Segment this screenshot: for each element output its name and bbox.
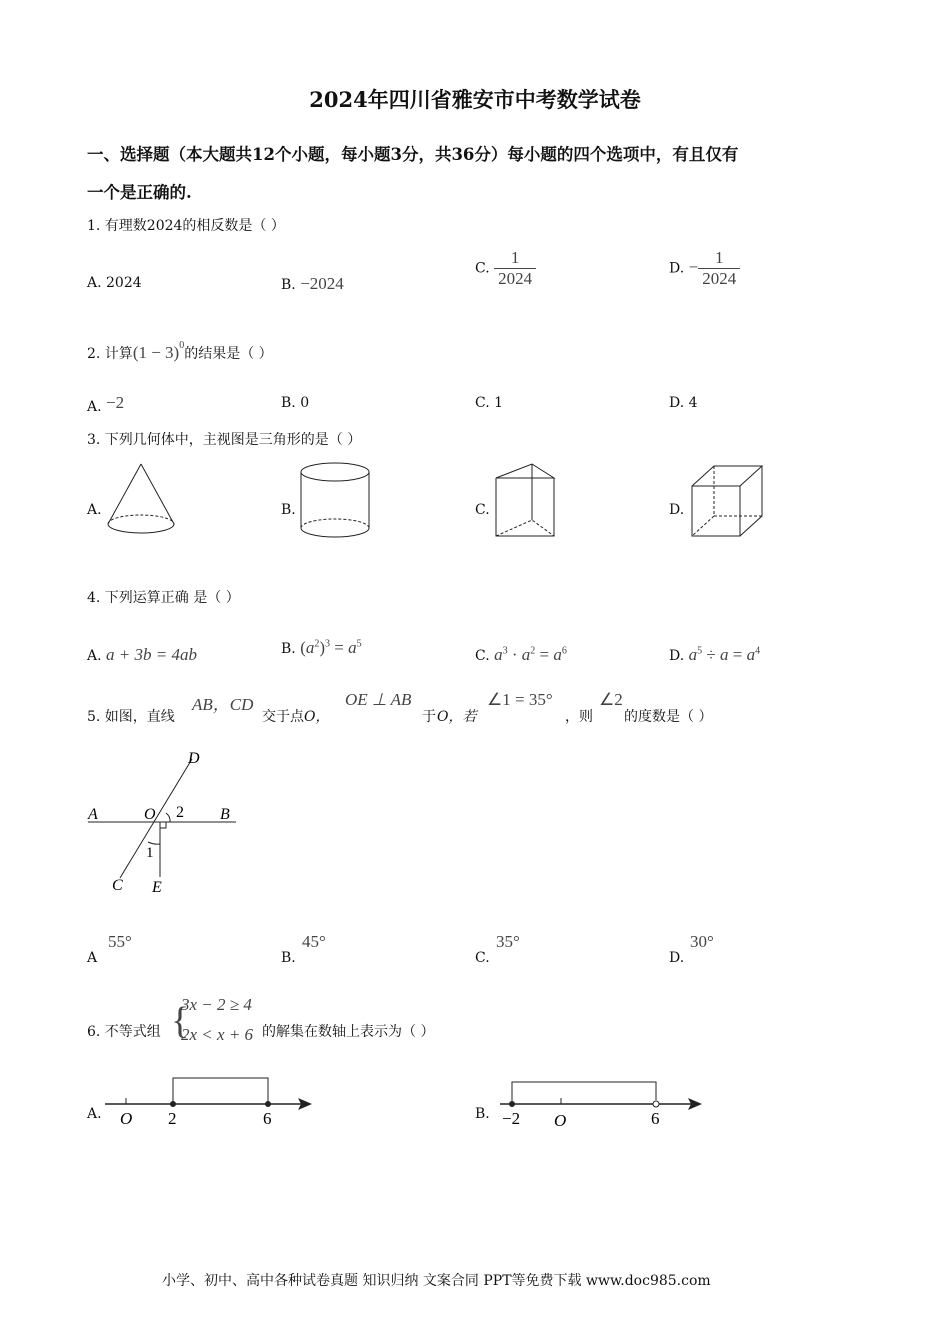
option-value: −2: [106, 393, 125, 412]
option-label: A.: [87, 399, 102, 415]
tick-label: −2: [502, 1109, 521, 1128]
option-label: D.: [669, 260, 685, 277]
numerator: 1: [714, 248, 724, 267]
closed-point: [170, 1101, 176, 1107]
option-value: −2024: [300, 274, 344, 293]
q5-option-c-label: C.: [475, 950, 490, 966]
tick-label: 6: [651, 1109, 660, 1128]
option-value: $a^5 \div a = a^4$: [688, 645, 761, 664]
label-d: D: [188, 750, 200, 767]
q1-option-b: [281, 274, 344, 294]
q3-option-a-label: A.: [87, 502, 102, 518]
stem-text: 于: [422, 709, 436, 725]
q4-option-d: [669, 645, 760, 665]
q1-option-d: [669, 248, 740, 289]
cone-figure: [104, 462, 178, 540]
tick-label: O: [554, 1111, 567, 1130]
open-point: [653, 1101, 659, 1107]
q5-option-a-value: 55°: [108, 932, 132, 951]
stem-text: O，若: [437, 709, 477, 725]
right-angle-mark: [160, 822, 166, 828]
stem-text: O，: [304, 709, 330, 725]
q3-option-d-label: D.: [669, 502, 685, 518]
stem-text: 2. 计算: [87, 346, 133, 362]
fraction: [698, 248, 740, 289]
footer-text: 小学、初中、高中各种试卷真题 知识归纳 文案合同 PPT等免费下载 www.doc985.com: [162, 1273, 711, 1289]
closed-point: [509, 1101, 515, 1107]
q2-option-c: C. 1: [475, 395, 504, 411]
label-o: O: [144, 806, 156, 823]
option-value: $(a^2)^3 = a^5$: [300, 638, 362, 657]
q5-option-a-label: A: [87, 950, 98, 966]
q5-option-d-label: D.: [669, 950, 685, 966]
question-2-stem: [87, 340, 273, 363]
cube-figure: [688, 464, 766, 540]
question-4-stem: 4. 下列运算正确 是（ ）: [87, 590, 240, 606]
triangular-prism-figure: [492, 460, 558, 540]
math-expression: ∠2: [599, 690, 623, 709]
tick-label: O: [120, 1109, 133, 1128]
q5-option-d-value: 30°: [690, 932, 714, 951]
stem-text: 的结果是（ ）: [184, 346, 273, 362]
math-expression: (1 − 3): [132, 343, 180, 362]
label-c: C: [112, 877, 123, 894]
q1-option-a: [87, 275, 142, 291]
angle-1-arc: [148, 842, 160, 844]
solution-range-bracket: [512, 1082, 656, 1104]
question-6-stem-pre: 6. 不等式组: [87, 1024, 161, 1040]
label-b: B: [220, 806, 230, 823]
q6-option-b-label: B.: [475, 1106, 490, 1122]
fraction: [494, 248, 536, 289]
numerator: 1: [510, 248, 520, 267]
option-value: $a^3 \cdot a^2 = a^6$: [494, 645, 567, 664]
option-label: A.: [87, 275, 102, 291]
q5-option-b-value: 45°: [302, 932, 326, 951]
denominator: 2024: [494, 268, 536, 289]
option-label: B.: [281, 641, 296, 657]
option-label: B.: [281, 277, 296, 293]
label-e: E: [152, 879, 162, 896]
option-label: C.: [475, 648, 490, 664]
q2-option-b: B. 0: [281, 395, 310, 411]
q5-option-b-label: B.: [281, 950, 296, 966]
q6-option-a-label: A.: [87, 1106, 102, 1122]
stem-text: 5. 如图，直线: [87, 709, 175, 725]
number-line-a: [100, 1070, 320, 1130]
tick-label: 2: [168, 1109, 177, 1128]
brace: {: [171, 1000, 190, 1042]
question-1-stem: 1. 有理数2024的相反数是（ ）: [87, 218, 285, 234]
number-line-b: [495, 1070, 715, 1130]
label-a: A: [88, 806, 98, 823]
q1-option-c: [475, 248, 536, 289]
exponent: 0: [179, 340, 185, 351]
section-heading-line2: 一个是正确的.: [87, 183, 192, 202]
denominator: 2024: [698, 268, 740, 289]
q4-option-b: [281, 638, 362, 658]
q4-option-c: [475, 645, 567, 665]
cylinder-figure: [298, 460, 374, 542]
question-3-stem: 3. 下列几何体中，主视图是三角形的是（ ）: [87, 432, 362, 448]
page-title: 2024年四川省雅安市中考数学试卷: [309, 87, 641, 112]
option-value: a + 3b = 4ab: [106, 645, 197, 664]
minus-sign: −: [688, 257, 699, 277]
tick-label: 6: [263, 1109, 272, 1128]
solution-range-bracket: [173, 1078, 268, 1104]
label-2: 2: [176, 804, 184, 821]
label-1: 1: [146, 845, 154, 861]
math-expression: ∠1 = 35°: [487, 690, 553, 709]
q3-option-c-label: C.: [475, 502, 490, 518]
math-expression: AB，CD: [192, 695, 254, 714]
section-heading-line1: 一、选择题（本大题共12个小题，每小题3分，共36分）每小题的四个选项中，有且仅有: [87, 145, 739, 164]
stem-text: ，则: [565, 709, 593, 725]
angle-2-arc: [166, 813, 170, 822]
closed-point: [265, 1101, 271, 1107]
intersecting-lines-figure: [84, 745, 244, 900]
math-expression: OE ⊥ AB: [345, 690, 412, 709]
option-label: D.: [669, 648, 685, 664]
stem-text: 交于点: [262, 709, 304, 725]
question-6-stem-post: 的解集在数轴上表示为（ ）: [262, 1024, 435, 1040]
q2-option-d: D. 4: [669, 395, 698, 411]
option-label: A.: [87, 648, 102, 664]
inequality-1: 3x − 2 ≥ 4: [181, 995, 252, 1014]
stem-text: 的度数是（ ）: [624, 709, 713, 725]
q2-option-a: [87, 393, 124, 415]
option-label: C.: [475, 260, 490, 277]
q4-option-a: [87, 645, 197, 665]
option-value: 2024: [106, 275, 142, 291]
q3-option-b-label: B.: [281, 502, 296, 518]
q5-option-c-value: 35°: [496, 932, 520, 951]
inequality-2: 2x < x + 6: [181, 1025, 254, 1044]
